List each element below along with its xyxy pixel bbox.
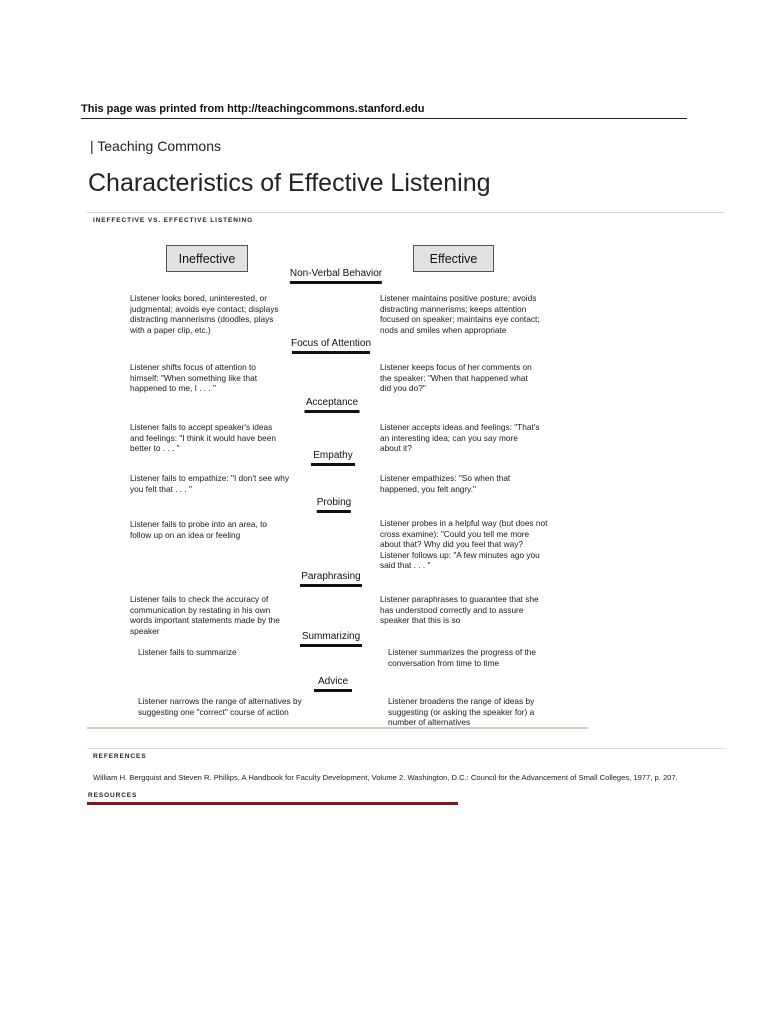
printed-from-banner: This page was printed from http://teachingcommons.stanford.edu bbox=[81, 103, 687, 119]
category-summarizing bbox=[300, 631, 362, 647]
category-advice bbox=[314, 676, 352, 692]
category-label: Advice bbox=[317, 676, 348, 687]
effective-text: Listener accepts ideas and feelings: "That's an interesting idea; can you say more about it? bbox=[380, 422, 540, 454]
ineffective-header: Ineffective bbox=[166, 245, 248, 272]
ineffective-text: Listener narrows the range of alternatives by suggesting one "correct" course of action bbox=[138, 696, 302, 717]
category-label: Summarizing bbox=[301, 631, 361, 642]
reference-citation: William H. Bergquist and Steven R. Phillips, A Handbook for Faculty Development, Volume 2. Washington, D.C.: Council for the Advancement of Small Colleges, 1977, p. 207. bbox=[93, 773, 678, 782]
category-label: Acceptance bbox=[305, 397, 359, 408]
site-brand[interactable]: | Teaching Commons bbox=[90, 138, 221, 154]
category-acceptance bbox=[305, 397, 360, 413]
category-underline bbox=[314, 689, 352, 692]
title-divider bbox=[87, 212, 725, 213]
category-label: Focus of Attention bbox=[290, 338, 372, 349]
ineffective-text: Listener looks bored, uninterested, or judgmental; avoids eye contact; displays distracting mannerisms (doodles, plays with a paper clip, etc.) bbox=[130, 293, 279, 335]
category-underline bbox=[292, 351, 370, 354]
category-empathy bbox=[311, 450, 355, 466]
category-focus bbox=[291, 338, 371, 354]
ineffective-text: Listener fails to check the accuracy of communication by restating in his own words important statements made by the speaker bbox=[130, 594, 280, 636]
category-underline bbox=[290, 281, 382, 284]
category-label: Non-Verbal Behavior bbox=[289, 268, 383, 279]
effective-text: Listener summarizes the progress of the conversation from time to time bbox=[388, 647, 537, 668]
effective-text: Listener keeps focus of her comments on the speaker: "When that happened what did you do?" bbox=[380, 362, 532, 394]
category-label: Probing bbox=[316, 497, 352, 508]
ineffective-text: Listener shifts focus of attention to himself: "When something like that happened to me, I . . . " bbox=[130, 362, 257, 394]
category-label: Paraphrasing bbox=[301, 571, 361, 582]
effective-text: Listener probes in a helpful way (but does not cross examine): "Could you tell me more about that? Why did you feel that way? Listener follows up: "A few minutes ago you said that . . . " bbox=[380, 518, 548, 571]
section-label: INEFFECTIVE VS. EFFECTIVE LISTENING bbox=[93, 217, 254, 224]
page-title: Characteristics of Effective Listening bbox=[88, 169, 491, 197]
category-underline bbox=[305, 410, 360, 413]
category-underline bbox=[311, 463, 355, 466]
ineffective-text: Listener fails to accept speaker's ideas and feelings: "I think it would have been better to . . . " bbox=[130, 422, 276, 454]
resources-underline bbox=[87, 802, 458, 805]
ineffective-text: Listener fails to probe into an area, to follow up on an idea or feeling bbox=[130, 519, 267, 540]
ineffective-text: Listener fails to summarize bbox=[138, 647, 237, 657]
category-underline bbox=[300, 644, 362, 647]
effective-header: Effective bbox=[413, 245, 494, 272]
resources-label: RESOURCES bbox=[88, 792, 138, 799]
category-label: Empathy bbox=[313, 450, 353, 461]
category-underline bbox=[300, 584, 362, 587]
effective-text: Listener broadens the range of ideas by suggesting (or asking the speaker for) a number of alternatives bbox=[388, 696, 535, 728]
references-divider bbox=[87, 748, 725, 749]
ineffective-text: Listener fails to empathize: "I don't see why you felt that . . . " bbox=[130, 473, 290, 494]
category-nonverbal bbox=[290, 268, 382, 284]
figure-bottom-border bbox=[87, 727, 588, 729]
effective-text: Listener paraphrases to guarantee that she has understood correctly and to assure speaker that this is so bbox=[380, 594, 539, 626]
category-probing bbox=[317, 497, 351, 513]
category-underline bbox=[317, 510, 351, 513]
category-paraphrasing bbox=[300, 571, 362, 587]
effective-text: Listener maintains positive posture; avoids distracting mannerisms; keeps attention focused on speaker; maintains eye contact; nods and smiles when appropriate bbox=[380, 293, 540, 335]
effective-text: Listener empathizes: "So when that happened, you felt angry." bbox=[380, 473, 511, 494]
references-label: REFERENCES bbox=[93, 753, 147, 760]
